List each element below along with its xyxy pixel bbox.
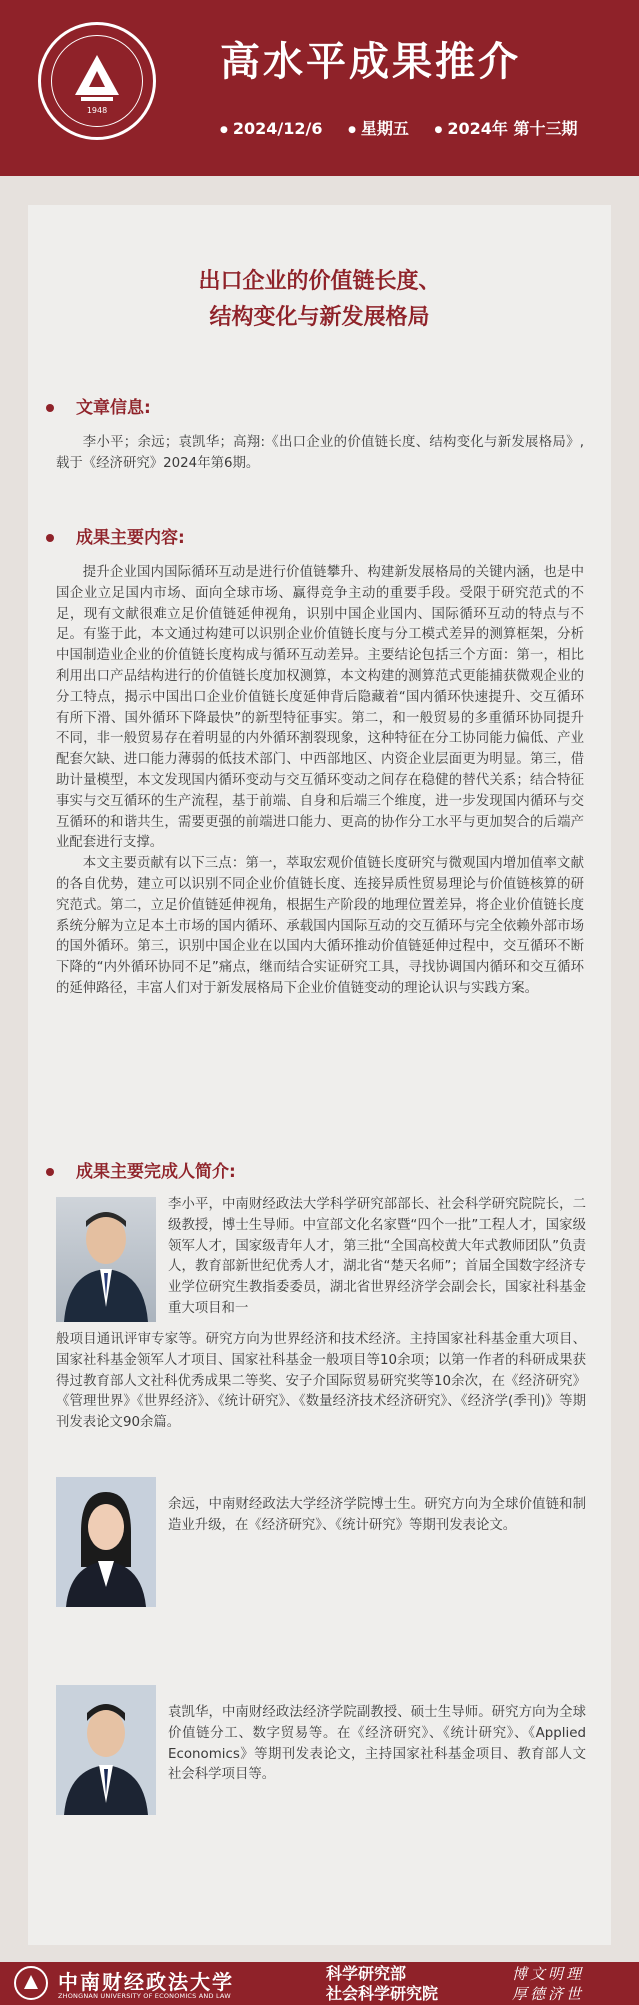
- bullet-dot-icon: [46, 1168, 54, 1176]
- university-logo: [38, 22, 156, 140]
- footer-university-name: 中南财经政法大学: [58, 1970, 234, 1994]
- footer-logo-icon: [14, 1966, 48, 2000]
- footer-motto-2: 厚德济世: [512, 1985, 585, 2003]
- footer-departments: [326, 1964, 438, 2004]
- content-paragraph-2: 本文主要贡献有以下三点：第一，萃取宏观价值链长度研究与微观国内增加值率文献的各自优势，建立可以识别不同企业价值链长度、连接异质性贸易理论与价值链核算的研究范式。第二，立足价值链延伸视角，根据生产阶段的地理位置差异，将企业价值链长度系统分解为立足本土市场的国内循环、承载国内国际互动的交互循环与完全依赖外部市场的国外循环。第三，识别中国企业在以国内大循环推动价值链延伸过程中，交互循环不断下降的“内外循环协同不足”痛点，继而结合实证研究工具，寻找协调国内循环和交互循环的延伸路径，丰富人们对于新发展格局下企业价值链变动的理论认识与实践方案。: [56, 856, 584, 996]
- author-bio-li: 李小平，中南财经政法大学科学研究部部长、社会科学研究院院长，二级教授，博士生导师。中宣部文化名家暨“四个一批”工程人才，国家级领军人才，国家级青年人才，第三批“全国高校黄大年式教师团队”负责人，教育部新世纪优秀人才，湖北省“楚天名师”；首届全国数字经济专业学位研究生教指委委员，湖北省世界经济学会副会长，国家社科基金重大项目和一: [168, 1197, 586, 1316]
- bullet-dot-icon: [46, 534, 54, 542]
- logo-emblem-icon: [41, 25, 153, 137]
- author-photo-yu: [56, 1477, 156, 1607]
- page-title: 高水平成果推介: [220, 39, 521, 85]
- author-photo-li: [56, 1197, 156, 1322]
- content-paragraph-1: 提升企业国内国际循环互动是进行价值链攀升、构建新发展格局的关键内涵，也是中国企业立足国内市场、面向全球市场、赢得竞争主动的重要手段。受限于研究范式的不足，现有文献很难立足价值链延伸视角，识别中国企业国内、国际循环互动的特点与不足。有鉴于此，本文通过构建可以识别企业价值链长度与分工模式差异的测算框架，分析中国制造业企业的价值链长度构成与循环互动差异。主要结论包括三个方面：第一，相比利用出口产品结构进行的价值链长度加权测算，本文构建的测算范式更能捕获微观企业的分工特点，揭示中国出口企业价值链长度延伸背后隐藏着“国内循环快速提升、交互循环有所下滑、国外循环下降最快”的新型特征事实。第二，和一般贸易的多重循环协同提升不同，非一般贸易存在着明显的内外循环割裂现象，这种特征在分工协同能力偏低、产业配套欠缺、进口能力薄弱的低技术部门、中西部地区、内资企业层面更为明显。第三，借助计量模型，本文发现国内循环变动与交互循环变动之间存在稳健的替代关系；结合特征事实与交互循环的生产流程，基于前端、自身和后端三个维度，进一步发现国内循环与交互循环的和谐共生，需要更强的前端进口能力、更高的协作分工水平与更加契合的后端产业配套进行支撑。: [56, 565, 584, 851]
- footer-banner: [0, 1962, 639, 2005]
- footer-university-en: ZHONGNAN UNIVERSITY OF ECONOMICS AND LAW: [58, 1992, 231, 2000]
- author-bio-yu: 余远，中南财经政法大学经济学院博士生。研究方向为全球价值链和制造业升级，在《经济研究》、《统计研究》等期刊发表论文。: [168, 1497, 586, 1533]
- footer-dept-2: 社会科学研究院: [326, 1984, 439, 2003]
- content-card: [28, 205, 611, 1945]
- issue-date: ● 2024/12/6: [220, 119, 322, 138]
- author-bio-li-continued: 般项目通讯评审专家等。研究方向为世界经济和技术经济。主持国家社科基金重大项目、国家社科基金领军人才项目、国家社科基金一般项目等10余项；以第一作者的科研成果获得过教育部人文社科优秀成果二等奖、安子介国际贸易研究奖等10余次，在《经济研究》《管理世界》《世界经济》、《统计研究》、《数量经济技术经济研究》、《经济学(季刊)》等期刊发表论文90余篇。: [56, 1332, 586, 1431]
- author-bio-yuan: 袁凯华，中南财经政法经济学院副教授、硕士生导师。研究方向为全球价值链分工、数字贸易等。在《经济研究》、《统计研究》、《Applied Economics》等期刊发表论文，主持国家社科基金项目、教育部人文社会科学项目等。: [168, 1705, 586, 1783]
- article-title: [28, 263, 611, 335]
- svg-text:1948: 1948: [86, 106, 108, 115]
- bullet-dot-icon: [46, 404, 54, 412]
- author-photo-yuan: [56, 1685, 156, 1815]
- article-info-text: 李小平；余远；袁凯华；高翔:《出口企业的价值链长度、结构变化与新发展格局》,载于《经济研究》2024年第6期。: [56, 435, 584, 471]
- main-content-text: [56, 563, 584, 1000]
- footer-motto: [512, 1964, 584, 2004]
- article-title-line1: 出口企业的价值链长度、: [198, 268, 441, 294]
- header-banner: [0, 0, 639, 176]
- footer-motto-1: 博文明理: [512, 1965, 585, 1983]
- section-heading-info: 文章信息:: [46, 393, 151, 418]
- issue-meta: [220, 116, 597, 139]
- article-title-line2: 结构变化与新发展格局: [209, 304, 430, 330]
- footer-dept-1: 科学研究部: [326, 1964, 407, 1983]
- issue-weekday: ● 星期五: [348, 119, 409, 138]
- issue-number: ● 2024年 第十三期: [435, 119, 578, 138]
- section-heading-content: 成果主要内容:: [46, 523, 185, 548]
- section-heading-authors: 成果主要完成人简介:: [46, 1157, 236, 1182]
